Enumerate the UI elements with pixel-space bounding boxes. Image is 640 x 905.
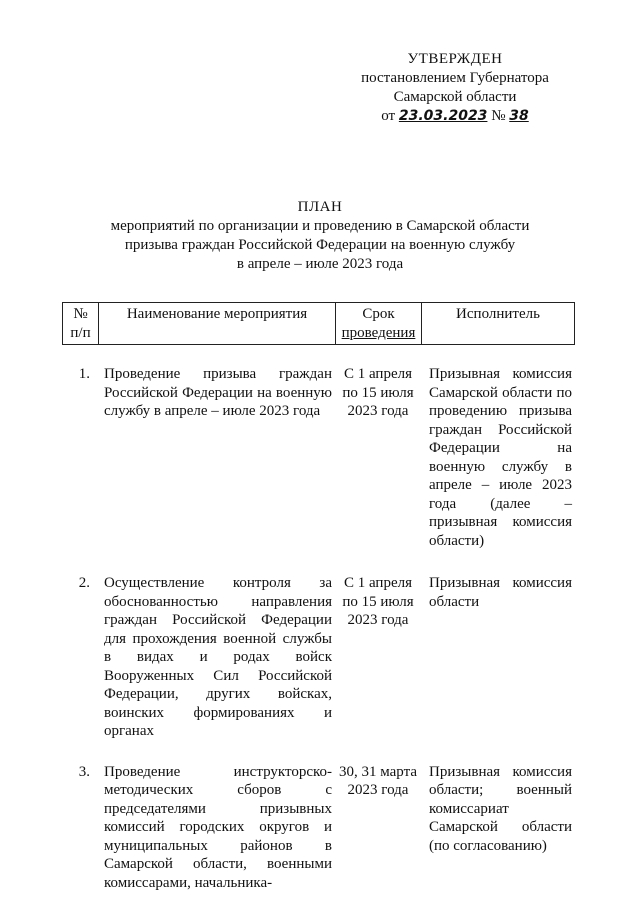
row-term: С 1 апреля по 15 июля 2023 года (342, 575, 414, 628)
date-value: 23.03.2023 (398, 108, 488, 124)
row-num: 2. (78, 575, 90, 591)
row-term: 30, 31 марта 2023 года (339, 763, 417, 798)
number-value: 38 (509, 108, 529, 124)
approval-date-line (340, 107, 570, 126)
header-num-line-1: № (73, 306, 88, 322)
row-num: 3. (78, 763, 90, 780)
approval-line-1: постановлением Губернатора (361, 70, 549, 86)
approval-line-2: Самарской области (393, 89, 517, 105)
header-name: Наименование мероприятия (99, 303, 336, 344)
table-row (62, 763, 575, 893)
approval-block (340, 50, 570, 126)
header-term-line-2: проведения (341, 324, 416, 341)
table-row (62, 574, 575, 741)
heading-line-1: мероприятий по организации и проведению в Самарской области (110, 218, 530, 234)
row-executor: Призывная комиссия области (429, 575, 572, 610)
heading-line-3: в апреле – июле 2023 года (236, 256, 404, 272)
date-prefix: от (381, 108, 396, 124)
document-heading (60, 198, 580, 274)
approval-title: УТВЕРЖДЕН (407, 51, 503, 67)
header-executor: Исполнитель (456, 306, 540, 322)
row-name: Проведение призыва граждан Российской Федерации на военную службу в апреле – июле 2023 года (104, 366, 332, 419)
heading-line-2: призыва граждан Российской Федерации на военную службу (124, 237, 516, 253)
row-term: С 1 апреля по 15 июля 2023 года (342, 366, 414, 419)
row-num: 1. (78, 366, 90, 382)
row-name: Осуществление контроля за обоснованностью направления граждан Российской Федерации для прохождения военной службы в видах и родах войск Вооруженных Сил Российской Федерации, других войсках, воинских формированиях и органах (104, 575, 332, 739)
document-title: ПЛАН (297, 199, 343, 215)
header-num (63, 303, 99, 344)
table-header (62, 302, 575, 345)
plan-table (62, 302, 575, 892)
header-num-line-2: п/п (70, 324, 91, 341)
row-name: Проведение инструкторско-методических сборов с председателями призывных комиссий городских округов и муниципальных районов в Самарской области, военными комиссарами, начальника- (104, 763, 332, 891)
table-row (62, 365, 575, 550)
header-term-line-1: Срок (362, 306, 395, 322)
number-prefix: № (491, 108, 506, 124)
row-executor: Призывная комиссия Самарской области по проведению призыва граждан Российской Федерации на военную службу в апреле – июле 2023 года (далее – призывная комиссия области) (429, 366, 572, 549)
header-term (336, 303, 422, 344)
row-executor: Призывная комиссия области; военный комиссариат Самарской области (по согласованию) (429, 763, 572, 854)
